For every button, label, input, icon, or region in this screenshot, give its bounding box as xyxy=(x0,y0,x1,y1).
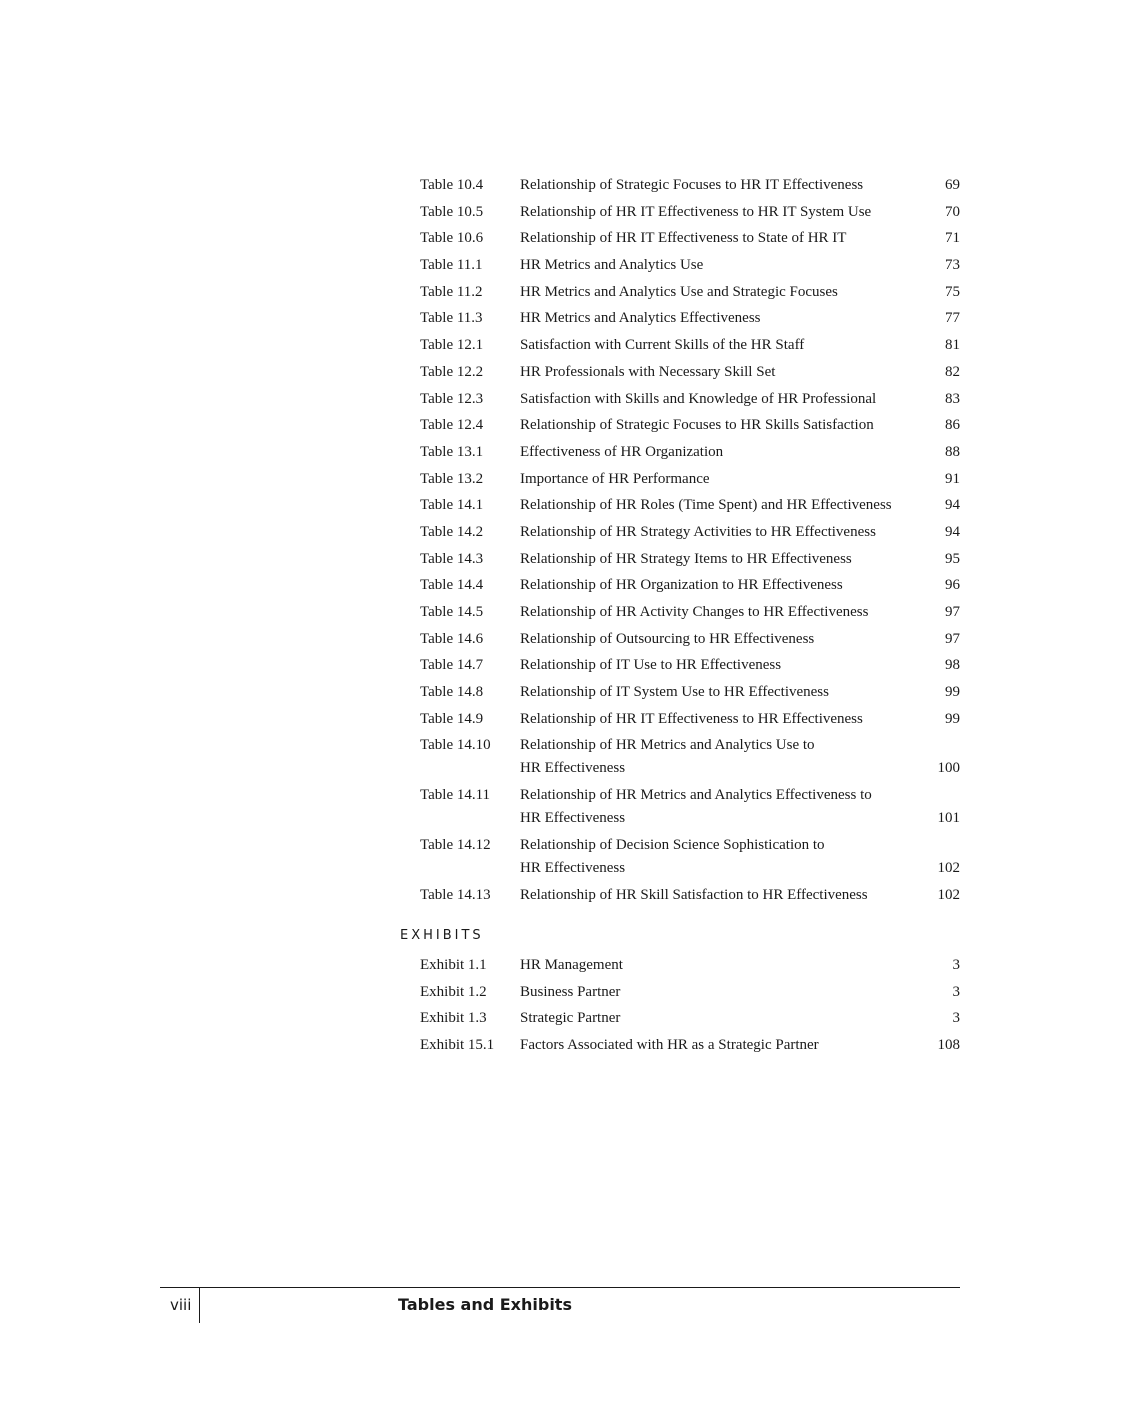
table-entry-page-number: 86 xyxy=(945,417,960,434)
exhibit-entry-title: Strategic Partner xyxy=(520,1010,621,1027)
table-entry-title: Relationship of Outsourcing to HR Effectiveness xyxy=(520,630,815,647)
table-entry xyxy=(420,227,960,250)
table-entry xyxy=(420,361,960,384)
table-entry-label: Table 10.4 xyxy=(420,177,484,193)
table-entry-title: Relationship of HR Strategy Activities to HR Effectiveness xyxy=(520,523,876,540)
table-entry-title: Relationship of Strategic Focuses to HR IT Effectiveness xyxy=(520,177,864,193)
table-entry-title: Relationship of IT System Use to HR Effectiveness xyxy=(520,684,829,701)
table-entry-title: HR Metrics and Analytics Use and Strategic Focuses xyxy=(520,283,838,300)
table-entry-title: Relationship of HR Metrics and Analytics Use to HR Effectiveness xyxy=(520,737,815,777)
table-entry-title: Satisfaction with Skills and Knowledge of HR Professional xyxy=(520,390,877,407)
table-entry-label: Table 12.4 xyxy=(420,417,484,434)
table-entry-label: Table 14.13 xyxy=(420,886,491,903)
table-entry xyxy=(420,574,960,597)
table-entry-label: Table 14.2 xyxy=(420,523,484,540)
table-entry-title: Relationship of HR Skill Satisfaction to HR Effectiveness xyxy=(520,886,868,903)
table-entry-page-number: 95 xyxy=(945,550,960,567)
exhibit-entry-label: Exhibit 1.2 xyxy=(420,983,487,1000)
table-entry xyxy=(420,441,960,464)
table-entry-page-number: 99 xyxy=(945,710,960,727)
table-entry xyxy=(420,628,960,651)
table-entry xyxy=(420,307,960,330)
footer-page-number: viii xyxy=(170,1296,192,1314)
table-entry-page-number: 91 xyxy=(945,470,960,487)
exhibit-entry-title: Factors Associated with HR as a Strategic Partner xyxy=(520,1037,819,1054)
table-entry-label: Table 13.1 xyxy=(420,443,484,460)
footer-running-title: Tables and Exhibits xyxy=(398,1295,572,1314)
exhibit-entry-page-number: 3 xyxy=(952,1010,960,1027)
table-entry-title: Relationship of Strategic Focuses to HR Skills Satisfaction xyxy=(520,417,874,434)
exhibits-heading: EXHIBITS xyxy=(400,928,484,943)
exhibit-entry-title: Business Partner xyxy=(520,983,621,1000)
table-entry xyxy=(420,494,960,517)
table-entry xyxy=(420,281,960,304)
table-entry-label: Table 14.11 xyxy=(420,787,491,804)
table-entry-page-number: 100 xyxy=(937,760,960,777)
table-entry-label: Table 11.2 xyxy=(420,283,483,300)
exhibit-entry-page-number: 108 xyxy=(937,1037,960,1054)
table-entry-page-number: 71 xyxy=(945,230,960,247)
table-entry-title: Relationship of IT Use to HR Effectiveness xyxy=(520,657,782,674)
table-entry-title: Relationship of HR IT Effectiveness to HR Effectiveness xyxy=(520,710,863,727)
exhibit-entry-label: Exhibit 1.3 xyxy=(420,1010,487,1027)
table-entry-label: Table 14.4 xyxy=(420,577,484,594)
table-entry-page-number: 75 xyxy=(945,283,960,300)
table-entry-title: Relationship of Decision Science Sophistication to HR Effectiveness xyxy=(520,836,825,876)
table-entry-label: Table 14.9 xyxy=(420,710,484,727)
table-entry-label: Table 11.1 xyxy=(420,257,483,274)
exhibit-entry-label: Exhibit 1.1 xyxy=(420,957,487,973)
exhibit-entry-title: HR Management xyxy=(520,957,623,973)
table-entry-label: Table 14.6 xyxy=(420,630,484,647)
table-entry xyxy=(420,174,960,197)
table-entry-label: Table 14.3 xyxy=(420,550,484,567)
table-entry xyxy=(420,548,960,571)
tables-list xyxy=(420,174,960,910)
table-entry xyxy=(420,884,960,907)
table-entry xyxy=(420,601,960,624)
table-entry-title: Relationship of HR Metrics and Analytics Effectiveness to HR Effectiveness xyxy=(520,787,872,827)
table-entry xyxy=(420,834,960,880)
table-entry-title: Relationship of HR IT Effectiveness to State of HR IT xyxy=(520,230,847,247)
exhibits-list xyxy=(420,954,960,1061)
table-entry-title: HR Professionals with Necessary Skill Set xyxy=(520,363,776,380)
table-entry-page-number: 73 xyxy=(945,257,960,274)
table-entry xyxy=(420,654,960,677)
table-entry-page-number: 96 xyxy=(945,577,960,594)
table-entry-label: Table 12.2 xyxy=(420,363,484,380)
table-entry xyxy=(420,334,960,357)
table-entry xyxy=(420,201,960,224)
table-entry-title: Relationship of HR Roles (Time Spent) and HR Effectiveness xyxy=(520,497,892,514)
table-entry xyxy=(420,521,960,544)
table-entry-page-number: 69 xyxy=(945,177,960,193)
exhibit-entry xyxy=(420,1007,960,1030)
table-entry-label: Table 14.8 xyxy=(420,684,484,701)
table-entry-label: Table 10.5 xyxy=(420,203,484,220)
table-entry-page-number: 88 xyxy=(945,443,960,460)
table-entry-label: Table 14.10 xyxy=(420,737,491,754)
table-entry-page-number: 83 xyxy=(945,390,960,407)
table-entry-page-number: 97 xyxy=(945,630,960,647)
exhibit-entry-label: Exhibit 15.1 xyxy=(420,1037,495,1054)
footer-rule xyxy=(160,1287,960,1288)
table-entry-label: Table 14.7 xyxy=(420,657,484,674)
table-entry-title: Relationship of HR Activity Changes to HR Effectiveness xyxy=(520,604,869,620)
footer-divider xyxy=(199,1287,200,1323)
table-entry-page-number: 77 xyxy=(945,310,960,327)
table-entry-page-number: 70 xyxy=(945,203,960,220)
table-entry-title: Relationship of HR IT Effectiveness to HR IT System Use xyxy=(520,203,872,220)
exhibit-entry xyxy=(420,1034,960,1057)
table-entry-page-number: 94 xyxy=(945,497,960,514)
table-entry xyxy=(420,784,960,830)
exhibit-entry xyxy=(420,954,960,977)
table-entry xyxy=(420,414,960,437)
table-entry xyxy=(420,388,960,411)
table-entry-page-number: 102 xyxy=(937,859,960,876)
table-entry-page-number: 102 xyxy=(937,886,960,903)
table-entry xyxy=(420,708,960,731)
exhibit-entry xyxy=(420,981,960,1004)
table-entry-label: Table 14.12 xyxy=(420,836,491,853)
table-entry-label: Table 12.1 xyxy=(420,337,484,354)
table-entry xyxy=(420,468,960,491)
table-entry-title: HR Metrics and Analytics Use xyxy=(520,257,704,274)
table-entry-page-number: 81 xyxy=(945,337,960,354)
table-entry xyxy=(420,254,960,277)
table-entry-title: Effectiveness of HR Organization xyxy=(520,443,724,460)
table-entry-page-number: 99 xyxy=(945,684,960,701)
table-entry xyxy=(420,681,960,704)
table-entry-label: Table 12.3 xyxy=(420,390,484,407)
table-entry-label: Table 13.2 xyxy=(420,470,484,487)
table-entry xyxy=(420,734,960,780)
table-entry-title: Relationship of HR Strategy Items to HR Effectiveness xyxy=(520,550,852,567)
table-entry-label: Table 10.6 xyxy=(420,230,484,247)
table-entry-title: Satisfaction with Current Skills of the HR Staff xyxy=(520,337,805,354)
exhibit-entry-page-number: 3 xyxy=(952,957,960,973)
table-entry-title: Relationship of HR Organization to HR Effectiveness xyxy=(520,577,843,594)
table-entry-page-number: 82 xyxy=(945,363,960,380)
table-entry-title: HR Metrics and Analytics Effectiveness xyxy=(520,310,761,327)
table-entry-label: Table 14.1 xyxy=(420,497,484,514)
table-entry-page-number: 101 xyxy=(937,810,960,827)
table-entry-label: Table 14.5 xyxy=(420,604,484,620)
exhibit-entry-page-number: 3 xyxy=(952,983,960,1000)
table-entry-page-number: 97 xyxy=(945,604,960,620)
table-entry-title: Importance of HR Performance xyxy=(520,470,710,487)
table-entry-page-number: 94 xyxy=(945,523,960,540)
table-entry-label: Table 11.3 xyxy=(420,310,483,327)
table-entry-page-number: 98 xyxy=(945,657,960,674)
